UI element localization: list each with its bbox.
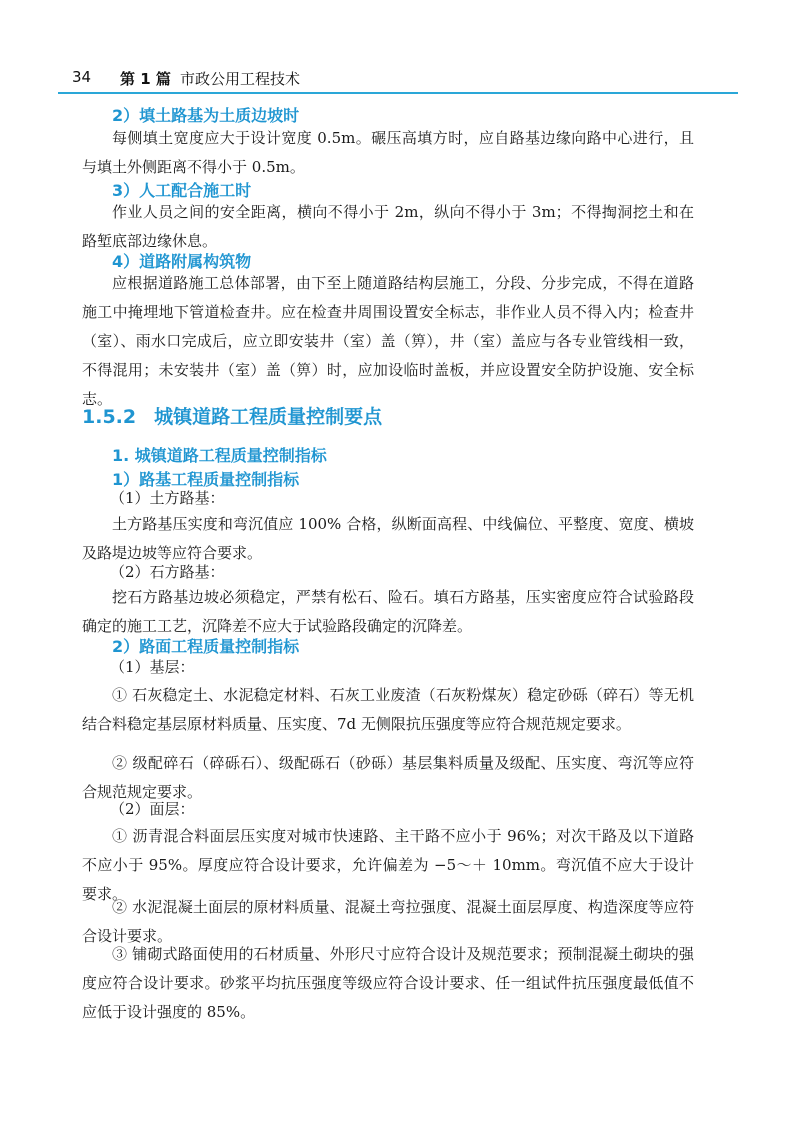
paragraph-stone-subgrade: 挖石方路基边坡必须稳定，严禁有松石、险石。填石方路基，压实密度应符合试验路段确定的施工工艺，沉降差不应大于试验路段确定的沉降差。 — [82, 588, 694, 635]
section-title: 城镇道路工程质量控制要点 — [154, 406, 383, 428]
paragraph-manual-work: 作业人员之间的安全距离，横向不得小于 2m，纵向不得小于 3m；不得掏洞挖土和在路堑底部边缘休息。 — [82, 203, 694, 250]
paragraph-fill-slope: 每侧填土宽度应大于设计宽度 0.5m。碾压高填方时，应自路基边缘向路中心进行，且与填土外侧距离不得小于 0.5m。 — [82, 129, 694, 176]
paragraph-earth-subgrade: 土方路基压实度和弯沉值应 100% 合格，纵断面高程、中线偏位、平整度、宽度、横坡及路堤边坡等应符合要求。 — [82, 515, 694, 562]
heading-subgrade-indicators: 1）路基工程质量控制指标 — [112, 470, 300, 489]
page-number: 34 — [72, 68, 92, 86]
heading-attached-structures: 4）道路附属构筑物 — [112, 252, 252, 271]
label-stone-subgrade: （2）石方路基： — [110, 563, 225, 581]
book-title: 市政公用工程技术 — [180, 70, 301, 88]
paragraph-surface-item-2: ② 水泥混凝土面层的原材料质量、混凝土弯拉强度、混凝土面层厚度、构造深度等应符合设计要求。 — [82, 898, 694, 945]
paragraph-base-item-1: ① 石灰稳定土、水泥稳定材料、石灰工业废渣（石灰粉煤灰）稳定砂砾（碎石）等无机结合料稳定基层原材料质量、压实度、7d 无侧限抗压强度等应符合规范规定要求。 — [82, 686, 694, 733]
heading-quality-indicators: 1. 城镇道路工程质量控制指标 — [112, 446, 327, 465]
section-number: 1.5.2 — [82, 406, 137, 428]
paragraph-base-item-2: ② 级配碎石（碎砾石）、级配砾石（砂砾）基层集料质量及级配、压实度、弯沉等应符合规范规定要求。 — [82, 754, 694, 801]
label-surface-course: （2）面层： — [110, 800, 195, 818]
paragraph-surface-item-3: ③ 铺砌式路面使用的石材质量、外形尺寸应符合设计及规范要求；预制混凝土砌块的强度应符合设计要求。砂浆平均抗压强度等级应符合设计要求、任一组试件抗压强度最低值不应低于设计强度的 85%。 — [82, 945, 694, 1021]
section-heading — [82, 402, 382, 429]
label-earth-subgrade: （1）土方路基： — [110, 489, 225, 507]
label-base-course: （1）基层： — [110, 658, 195, 676]
paragraph-attached-structures: 应根据道路施工总体部署，由下至上随道路结构层施工，分段、分步完成，不得在道路施工中掩埋地下管道检查井。应在检查井周围设置安全标志，非作业人员不得入内；检查井（室）、雨水口完成后，应立即安装井（室）盖（箅），井（室）盖应与各专业管线相一致，不得混用；未安装井（室）盖（箅）时，应加设临时盖板，并应设置安全防护设施、安全标志。 — [82, 274, 694, 408]
running-header — [58, 62, 738, 94]
heading-fill-slope: 2）填土路基为土质边坡时 — [112, 106, 300, 125]
paragraph-surface-item-1: ① 沥青混合料面层压实度对城市快速路、主干路不应小于 96%；对次干路及以下道路不应小于 95%。厚度应符合设计要求，允许偏差为 −5～＋ 10mm。弯沉值不应大于设计要求。 — [82, 827, 694, 903]
heading-pavement-indicators: 2）路面工程质量控制指标 — [112, 637, 300, 656]
heading-manual-work: 3）人工配合施工时 — [112, 181, 252, 200]
part-label: 第 1 篇 — [120, 70, 171, 88]
